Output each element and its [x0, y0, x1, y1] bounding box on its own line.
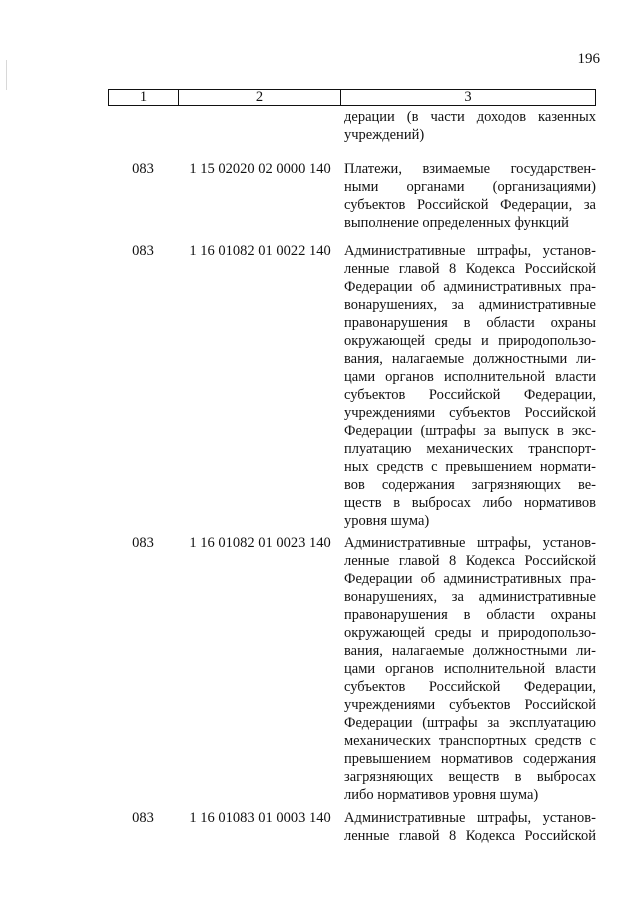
admin-code: 083: [132, 243, 154, 259]
revenue-description: [344, 534, 596, 804]
description-line: ными органами (организациями): [344, 179, 596, 195]
description-line: учреждений): [344, 127, 425, 143]
description-line: плуатацию механических транспорт-: [344, 441, 596, 457]
description-line: вонарушениях, за административные: [344, 297, 596, 313]
description-line: Платежи, взимаемые государствен-: [344, 161, 596, 177]
description-line: загрязняющих веществ в выбросах: [344, 769, 596, 785]
description-line: механических транспортных средств с: [344, 733, 596, 749]
admin-code: 083: [132, 535, 154, 551]
description-line: правонарушения в области охраны: [344, 607, 596, 623]
description-line: цами органов исполнительной власти: [344, 661, 596, 677]
admin-code: 083: [132, 810, 154, 826]
description-line: либо нормативов уровня шума): [344, 787, 539, 803]
description-line: цами органов исполнительной власти: [344, 369, 596, 385]
budget-classification-code: 1 15 02020 02 0000 140: [189, 161, 331, 177]
budget-classification-code: 1 16 01082 01 0022 140: [189, 243, 331, 259]
description-line: выполнение определенных функций: [344, 215, 569, 231]
description-line: учреждениями субъектов Российской: [344, 405, 596, 421]
description-line: учреждениями субъектов Российской: [344, 697, 596, 713]
description-line: превышением нормативов содержания: [344, 751, 596, 767]
budget-classification-code: 1 16 01082 01 0023 140: [189, 535, 331, 551]
description-line: Федерации об административных пра-: [344, 571, 596, 587]
description-line: субъектов Российской Федерации,: [344, 387, 596, 403]
budget-classification-code: 1 16 01083 01 0003 140: [189, 810, 331, 826]
description-line: окружающей среды и природопользо-: [344, 333, 596, 349]
revenue-description: [344, 242, 596, 530]
description-line: субъектов Российской Федерации,: [344, 679, 596, 695]
description-line: вания, налагаемые должностными ли-: [344, 351, 596, 367]
description-line: субъектов Российской Федерации, за: [344, 197, 596, 213]
description-line: ленные главой 8 Кодекса Российской: [344, 828, 596, 844]
scan-margin-mark: [6, 60, 7, 90]
description-line: Федерации (штрафы за выпуск в экс-: [344, 423, 596, 439]
description-line: Административные штрафы, установ-: [344, 810, 596, 826]
header-col-2: 2: [179, 90, 341, 105]
continuation-description: [344, 108, 596, 144]
header-col-1: 1: [109, 90, 179, 105]
page-number: 196: [577, 51, 600, 67]
description-line: вов содержания загрязняющих ве-: [344, 477, 596, 493]
description-line: вонарушениях, за административные: [344, 589, 596, 605]
revenue-description: [344, 809, 596, 845]
description-line: дерации (в части доходов казенных: [344, 109, 596, 125]
revenue-description: [344, 160, 596, 232]
description-line: вания, налагаемые должностными ли-: [344, 643, 596, 659]
description-line: ществ в выбросах либо нормативов: [344, 495, 596, 511]
description-line: уровня шума): [344, 513, 430, 529]
description-line: ленные главой 8 Кодекса Российской: [344, 553, 596, 569]
description-line: Административные штрафы, установ-: [344, 535, 596, 551]
description-line: Федерации (штрафы за эксплуатацию: [344, 715, 596, 731]
description-line: Федерации об административных пра-: [344, 279, 596, 295]
header-col-3: 3: [464, 89, 472, 105]
description-line: Административные штрафы, установ-: [344, 243, 596, 259]
description-line: правонарушения в области охраны: [344, 315, 596, 331]
table-header: [108, 89, 596, 106]
description-line: ленные главой 8 Кодекса Российской: [344, 261, 596, 277]
description-line: ных средств с превышением нормати-: [344, 459, 596, 475]
description-line: окружающей среды и природопользо-: [344, 625, 596, 641]
admin-code: 083: [132, 161, 154, 177]
